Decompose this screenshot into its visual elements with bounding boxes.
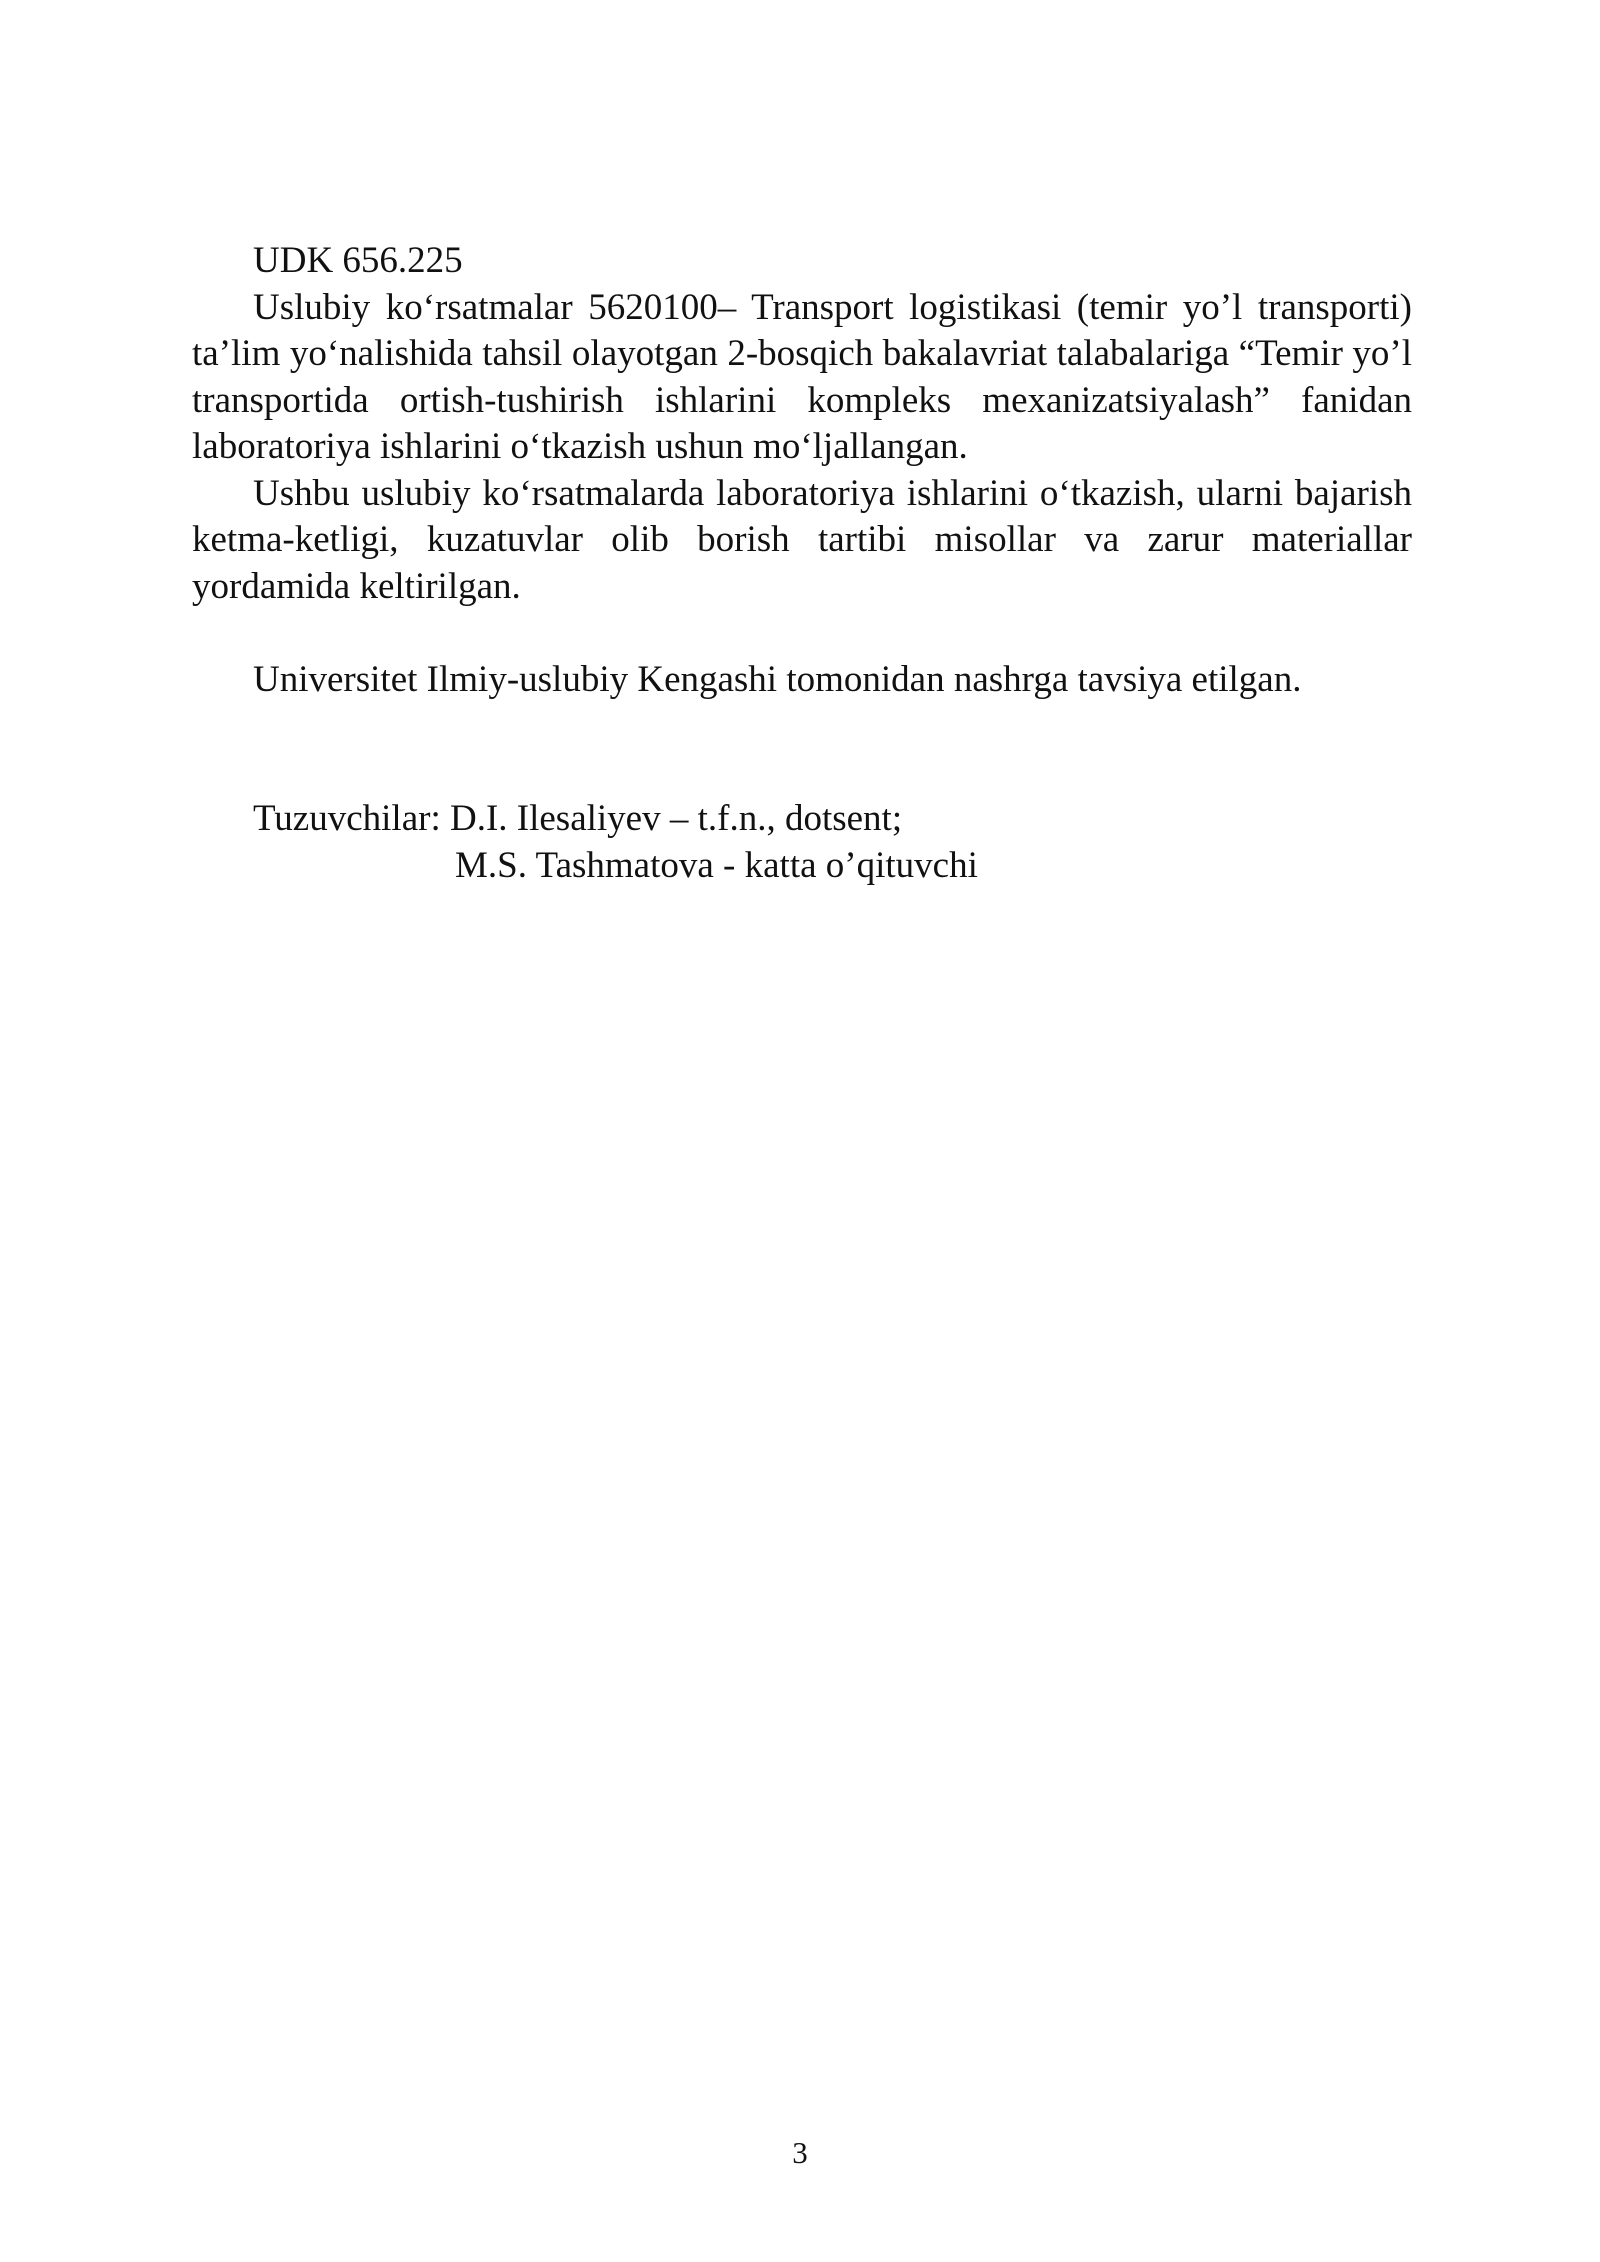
spacer <box>192 610 1412 657</box>
page-content <box>192 238 1412 889</box>
intro-paragraph: Uslubiy ko‘rsatmalar 5620100– Transport logistikasi (temir yo’l transporti) ta’lim yo‘nalishida tahsil olayotgan 2-bosqich bakalavriat talabalariga “Temir yo’l transportida ortish-tushirish ishlarini kompleks mexanizatsiyalash” fanidan laboratoriya ishlarini o‘tkazish ushun mo‘ljallangan. <box>192 286 1412 467</box>
authors-block <box>192 796 1412 889</box>
description-paragraph: Ushbu uslubiy ko‘rsatmalarda laboratoriya ishlarini o‘tkazish, ularni bajarish ketma-ketligi, kuzatuvlar olib borish tartibi misollar va zarur materiallar yordamida keltirilgan. <box>192 472 1412 607</box>
page-number: 3 <box>792 2135 808 2170</box>
spacer <box>192 703 1412 796</box>
recommendation-text: Universitet Ilmiy-uslubiy Kengashi tomonidan nashrga tavsiya etilgan. <box>253 658 1302 700</box>
authors-line-2: M.S. Tashmatova - katta o’qituvchi <box>455 844 978 886</box>
udk-code: UDK 656.225 <box>253 240 463 281</box>
authors-line-1: Tuzuvchilar: D.I. Ilesaliyev – t.f.n., dotsent; <box>253 798 903 839</box>
